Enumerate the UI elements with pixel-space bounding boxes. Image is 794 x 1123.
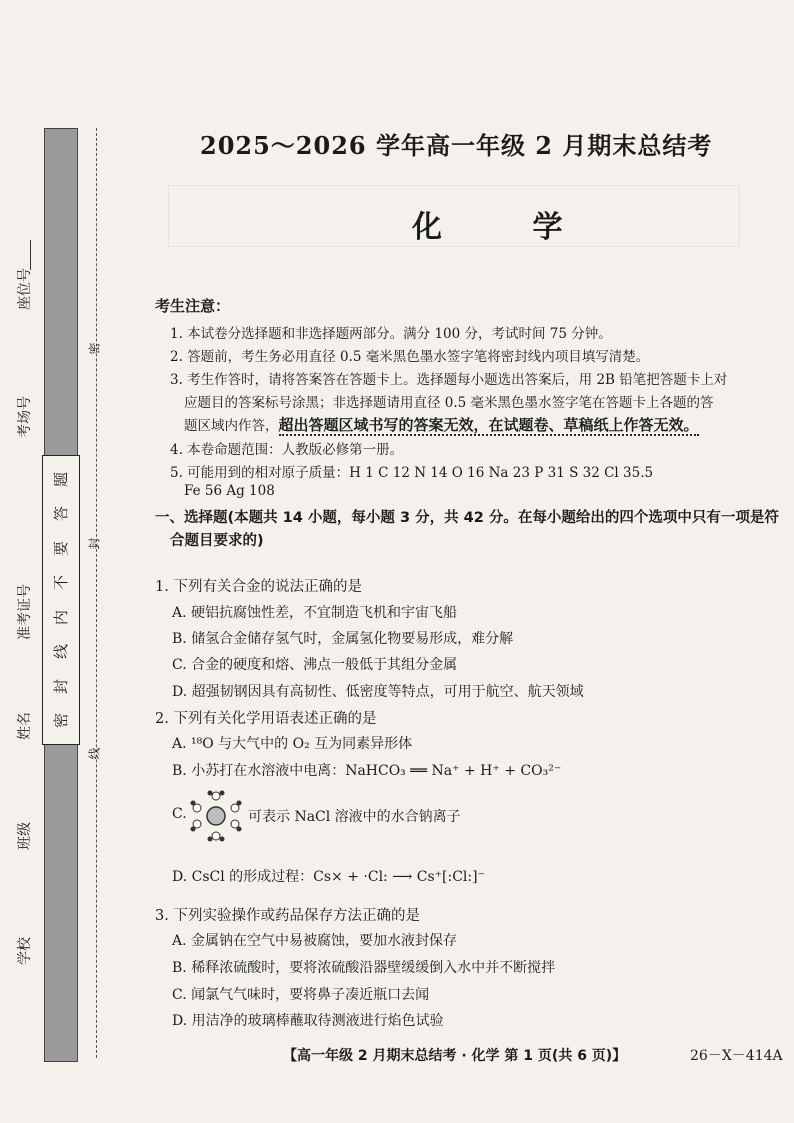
notice-item: 4. 本卷命题范围：人教版必修第一册。	[170, 442, 404, 458]
option: A. 硬铝抗腐蚀性差，不宜制造飞机和宇宙飞船	[172, 605, 458, 621]
section-desc-cont: 合题目要求的)	[170, 533, 264, 549]
option: D. 超强韧钢因具有高韧性、低密度等特点，可用于航空、航天领域	[172, 684, 584, 700]
name-label: 姓名	[17, 712, 33, 740]
notice-char: 要	[52, 540, 71, 556]
notice-item	[184, 414, 699, 435]
hydrated-sodium-ion-diagram	[190, 790, 242, 842]
id-label: 准考证号	[17, 584, 33, 640]
seat-underline	[30, 240, 31, 270]
subject-title: 化 学	[412, 210, 603, 245]
notice-item: 5. 可能用到的相对原子质量：H 1 C 12 N 14 O 16 Na 23 P 31 S 32 Cl 35.5	[170, 465, 654, 481]
seat-label: 座位号	[17, 268, 33, 310]
option: C. 合金的硬度和熔、沸点一般低于其组分金属	[172, 657, 458, 673]
option-c-prefix: C.	[172, 806, 187, 822]
notice-emphasis: 超出答题区域书写的答案无效，在试题卷、草稿纸上作答无效。	[278, 416, 699, 434]
question-stem: 1. 下列有关合金的说法正确的是	[155, 579, 362, 595]
notice-item: 3. 考生作答时，请将答案答在答题卡上。选择题每小题选出答案后，用 2B 铅笔把答题卡上对	[170, 372, 728, 388]
notice-char: 内	[52, 609, 71, 625]
option: D. CsCl 的形成过程：Cs× + ·Cl: ⟶ Cs⁺[:Cl:]⁻	[172, 869, 485, 885]
notice-char: 密	[52, 713, 71, 729]
notice-heading: 考生注意：	[155, 297, 231, 315]
room-label: 考场号	[17, 396, 33, 438]
option: B. 小苏打在水溶液中电离：NaHCO₃ ══ Na⁺ + H⁺ + CO₃²⁻	[172, 763, 562, 779]
notice-char: 线	[52, 644, 71, 660]
paper-code: 26－X－414A	[690, 1048, 783, 1064]
cut-line	[96, 128, 97, 1058]
option: 可表示 NaCl 溶液中的水合钠离子	[248, 809, 461, 825]
cut-label-top: 密	[87, 342, 102, 355]
cut-label-mid: 封	[87, 537, 102, 550]
notice-item: Fe 56 Ag 108	[184, 483, 275, 499]
school-label: 学校	[17, 937, 33, 965]
question-stem: 2. 下列有关化学用语表述正确的是	[155, 711, 377, 727]
option: B. 稀释浓硫酸时，要将浓硫酸沿器壁缓缓倒入水中并不断搅拌	[172, 960, 556, 976]
cut-label-bottom: 线	[87, 747, 102, 760]
section-heading	[155, 506, 779, 527]
section-desc: (本题共 14 小题，每小题 3 分，共 42 分。在每小题给出的四个选项中只有一项是符	[227, 510, 779, 526]
notice-item-part: 题区域内作答，	[184, 418, 279, 434]
section-title: 一、选择题	[155, 510, 228, 526]
option: C. 闻氯气气味时，要将鼻子凑近瓶口去闻	[172, 987, 430, 1003]
option: B. 储氢合金储存氢气时，金属氢化物要易形成，难分解	[172, 631, 514, 647]
notice-char: 不	[52, 575, 71, 591]
page-footer: 【高一年级 2 月期末总结考 · 化学 第 1 页(共 6 页)】	[283, 1048, 627, 1064]
question-stem: 3. 下列实验操作或药品保存方法正确的是	[155, 908, 420, 924]
notice-char: 题	[52, 471, 71, 487]
option: D. 用洁净的玻璃棒蘸取待测液进行焰色试验	[172, 1013, 444, 1029]
class-label: 班级	[17, 822, 33, 850]
option: A. 金属钠在空气中易被腐蚀，要加水液封保存	[172, 933, 458, 949]
exam-title: 2025～2026 学年高一年级 2 月期末总结考	[200, 131, 713, 160]
notice-item: 1. 本试卷分选择题和非选择题两部分。满分 100 分，考试时间 75 分钟。	[170, 326, 612, 342]
notice-item: 2. 答题前，考生务必用直径 0.5 毫米黑色墨水签字笔将密封线内项目填写清楚。	[170, 349, 650, 365]
notice-item: 应题目的答案标号涂黑；非选择题请用直径 0.5 毫米黑色墨水签字笔在答题卡上各题的答	[184, 395, 714, 411]
notice-char: 封	[52, 678, 71, 694]
notice-char: 答	[52, 506, 71, 522]
option: A. ¹⁸O 与大气中的 O₂ 互为同素异形体	[172, 736, 413, 752]
binding-notice	[42, 455, 80, 745]
